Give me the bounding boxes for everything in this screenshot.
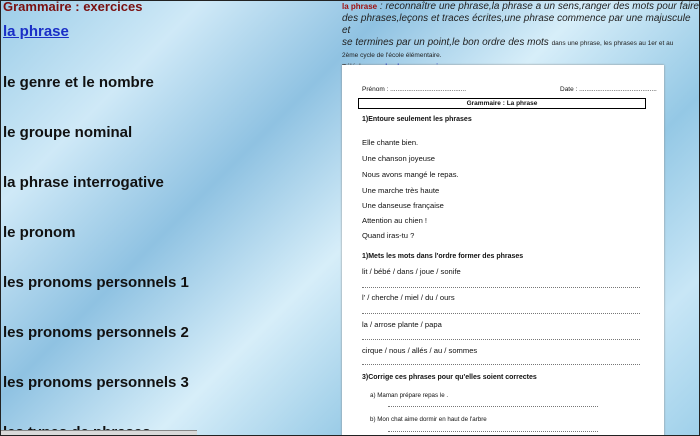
sheet-q1-item: Une chanson joyeuse	[362, 154, 436, 163]
worksheet-preview	[342, 65, 664, 436]
sheet-q3-item: b) Mon chat aime dormir en haut de l'arbre	[370, 416, 487, 423]
sidebar-item-phrase-interrogative[interactable]: la phrase interrogative	[3, 174, 164, 191]
sheet-answer-line	[388, 406, 598, 407]
sheet-answer-line	[362, 364, 640, 365]
sheet-answer-line	[362, 313, 640, 314]
sidebar-item-genre-nombre[interactable]: le genre et le nombre	[3, 74, 154, 91]
sheet-title-box: Grammaire : La phrase	[358, 98, 646, 109]
sheet-q2-item: cirque / nous / allés / au / sommes	[362, 346, 478, 355]
sidebar-item-pronoms-2[interactable]: les pronoms personnels 2	[3, 324, 189, 341]
header-line-2: des phrases,leçons et traces écrites,une phrase commence par une majuscule et	[342, 13, 691, 36]
sheet-q2-item: l' / cherche / miel / du / ours	[362, 293, 455, 302]
sheet-answer-line	[362, 339, 640, 340]
sheet-q1-item: Elle chante bien.	[362, 138, 419, 147]
sheet-q1-item: Nous avons mangé le repas.	[362, 170, 459, 179]
sidebar-item-pronom[interactable]: le pronom	[3, 224, 76, 241]
header-title: la phrase	[342, 2, 378, 11]
horizontal-scrollbar[interactable]	[1, 430, 197, 436]
sheet-answer-line	[362, 287, 640, 288]
sheet-question-3: 3)Corrige ces phrases pour qu'elles soient correctes	[362, 374, 537, 381]
sheet-q1-item: Une danseuse française	[362, 201, 444, 210]
header-line-3: se termines par un point,le bon ordre des mots	[342, 37, 549, 48]
header-line-3-small: dans une phrase, les phrases au 1er et au	[551, 40, 674, 47]
sheet-q1-item: Quand iras-tu ?	[362, 231, 415, 240]
sidebar-title: Grammaire : exercices	[3, 0, 143, 14]
sheet-question-1: 1)Entoure seulement les phrases	[362, 116, 472, 123]
sheet-prenom: Prénom : ..........................................	[362, 86, 467, 93]
sheet-q2-item: la / arrose plante / papa	[362, 320, 442, 329]
sheet-q3-item: a) Maman prépare repas le .	[370, 392, 449, 399]
sidebar	[1, 1, 321, 436]
page-header	[342, 1, 700, 74]
sheet-date: Date : ...........................................	[560, 86, 657, 93]
header-line-1: : reconnaître une phrase,la phrase a un sens,ranger des mots pour faire	[377, 1, 699, 12]
sheet-question-2: 1)Mets les mots dans l'ordre former des phrases	[362, 253, 524, 260]
sidebar-item-pronoms-3[interactable]: les pronoms personnels 3	[3, 374, 189, 391]
sheet-q1-item: Attention au chien !	[362, 216, 428, 225]
sidebar-item-pronoms-1[interactable]: les pronoms personnels 1	[3, 274, 189, 291]
sidebar-link-la-phrase[interactable]: la phrase	[3, 23, 69, 40]
sheet-q2-item: lit / bébé / dans / joue / sonife	[362, 267, 461, 276]
sidebar-item-groupe-nominal[interactable]: le groupe nominal	[3, 124, 133, 141]
sheet-answer-line	[388, 431, 598, 432]
sheet-q1-item: Une marche très haute	[362, 186, 440, 195]
header-level: 2ème cycle de l'école élémentaire.	[342, 52, 442, 59]
